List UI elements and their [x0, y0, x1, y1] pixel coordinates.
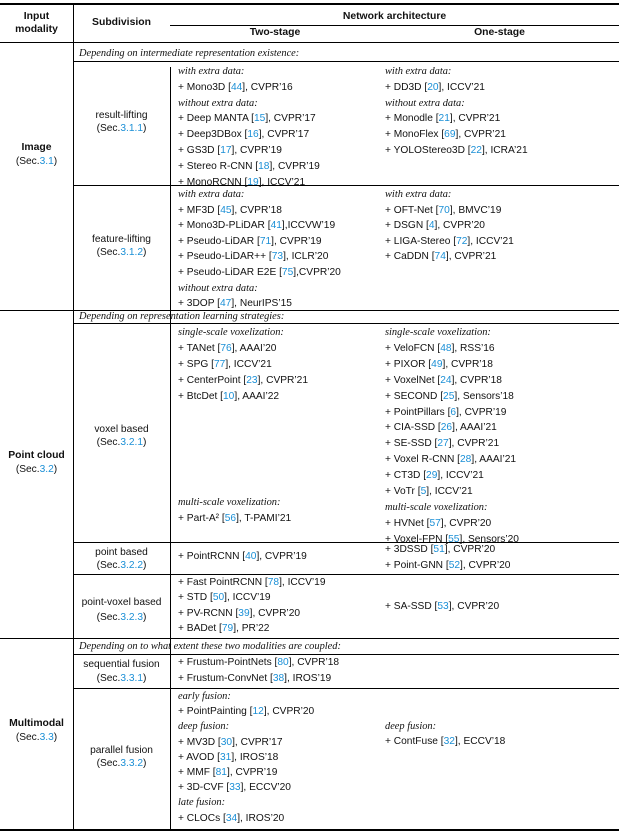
- citation-ref: 25: [443, 390, 455, 402]
- method-name: + PointPillars [: [385, 406, 451, 418]
- citation-ref: 80: [277, 657, 289, 668]
- citation-ref: 19: [247, 176, 259, 188]
- method-name: + CIA-SSD [: [385, 422, 441, 434]
- method-entry: [385, 454, 516, 466]
- group-heading: with extra data:: [385, 66, 452, 77]
- venue: ],ICCVW’19: [281, 220, 336, 232]
- method-name: + VeloFCN [: [385, 342, 441, 354]
- venue: ], ICLR’20: [283, 251, 329, 263]
- venue: ], CVPR’20: [440, 517, 492, 529]
- citation-ref: 71: [259, 235, 272, 247]
- method-entry: [385, 129, 506, 141]
- image-modality-label: Image: [21, 142, 52, 153]
- method-name: + CaDDN [: [385, 251, 435, 263]
- method-name: + Pseudo-LiDAR E2E [: [178, 267, 282, 278]
- method-name: + MF3D [: [178, 204, 221, 216]
- method-name: + SPG [: [178, 358, 214, 370]
- sequential-fusion-sec: (Sec.3.3.1): [96, 673, 147, 684]
- venue: ], CVPR’21: [455, 129, 506, 141]
- bottom-rule: [0, 829, 619, 831]
- pc-point-end-rule: [73, 574, 619, 575]
- method-name: + 3D-CVF [: [178, 782, 230, 794]
- venue: ], IROS’18: [231, 751, 279, 763]
- method-name: + MonoFlex [: [385, 129, 445, 141]
- group-heading: multi-scale voxelization:: [385, 501, 488, 513]
- method-entry: [178, 251, 328, 263]
- method-entry: [178, 706, 314, 718]
- venue: ], ICCV’21: [225, 358, 272, 370]
- method-name: + Pseudo-LiDAR [: [178, 235, 260, 247]
- citation-ref: 72: [456, 235, 468, 247]
- venue: ], ICCV’19: [224, 592, 271, 604]
- venue: ], RSS’16: [451, 342, 495, 354]
- multimodal-modality-sec: (Sec.3.3): [15, 732, 58, 743]
- venue: ], CVPR’20: [249, 607, 301, 619]
- method-name: + Part-A² [: [178, 512, 225, 524]
- citation-ref: 20: [427, 81, 439, 93]
- method-name: + PointPainting [: [178, 706, 253, 718]
- method-entry: [178, 359, 272, 371]
- group-heading: deep fusion:: [178, 721, 230, 733]
- header-input-line1: Input: [23, 11, 50, 22]
- citation-ref: 41: [270, 220, 282, 232]
- venue: ], ICCV’21: [258, 176, 306, 188]
- citation-ref: 26: [440, 422, 453, 434]
- citation-ref: 15: [253, 113, 266, 125]
- image-note: Depending on intermediate representation existence:: [79, 48, 300, 59]
- venue: ], Sensors’18: [454, 390, 514, 402]
- citation-ref: 4: [428, 220, 435, 232]
- method-entry: [385, 736, 505, 748]
- pc-note-rule: [73, 323, 619, 324]
- method-entry: [385, 82, 485, 94]
- method-name: + Frustum-ConvNet [: [178, 672, 273, 684]
- method-name: + 3DSSD [: [385, 544, 434, 555]
- venue: ], ECCV’18: [454, 736, 506, 748]
- method-entry: [178, 343, 276, 355]
- citation-ref: 34: [225, 812, 238, 824]
- citation-ref: 78: [267, 577, 280, 588]
- method-entry: [385, 518, 491, 530]
- method-name: + Deep3DBox [: [178, 129, 248, 141]
- voxel-based-sec: (Sec.3.2.1): [96, 437, 147, 448]
- venue: ], ICCV’21: [438, 81, 485, 93]
- method-entry: [385, 113, 500, 125]
- header-one-stage: One-stage: [474, 27, 525, 38]
- pointcloud-note: Depending on representation learning strategies:: [79, 311, 285, 322]
- citation-ref: 73: [271, 251, 284, 263]
- citation-ref: 31: [220, 751, 232, 763]
- result-lifting-label: result-lifting: [95, 110, 148, 121]
- method-entry: [385, 601, 499, 613]
- citation-ref: 24: [440, 374, 452, 386]
- method-name: + Point-GNN [: [385, 559, 449, 571]
- citation-ref: 28: [460, 454, 472, 466]
- method-name: + Voxel-FPN [: [385, 533, 449, 545]
- method-entry: [385, 391, 514, 403]
- method-name: + SA-SSD [: [385, 601, 438, 612]
- citation-ref: 57: [429, 517, 441, 529]
- method-entry: [178, 145, 282, 157]
- method-entry: [178, 513, 291, 525]
- method-entry: [385, 236, 514, 248]
- method-name: + BADet [: [178, 622, 222, 634]
- method-name: + CT3D [: [385, 470, 427, 482]
- method-name: + SECOND [: [385, 390, 444, 402]
- venue: ],CVPR’20: [293, 267, 341, 278]
- group-heading: multi-scale voxelization:: [178, 497, 281, 508]
- pc-voxel-end-rule: [73, 542, 619, 543]
- venue: ], CVPR’20: [460, 559, 511, 571]
- venue: ], PR’22: [233, 622, 270, 634]
- group-heading: deep fusion:: [385, 721, 437, 732]
- method-name: + MV3D [: [178, 736, 221, 748]
- point-based-sec: (Sec.3.2.2): [96, 560, 147, 571]
- method-name: + BtcDet [: [178, 390, 224, 402]
- citation-ref: 74: [434, 251, 446, 263]
- citation-ref: 53: [437, 601, 449, 612]
- method-entry: [385, 422, 497, 434]
- method-entry: [385, 145, 528, 157]
- method-entry: [178, 236, 322, 248]
- method-name: + Deep MANTA [: [178, 113, 254, 125]
- citation-ref: 77: [213, 358, 226, 370]
- method-name: + Voxel R-CNN [: [385, 454, 461, 466]
- venue: ], CVPR’19: [456, 406, 507, 418]
- method-name: + HVNet [: [385, 517, 430, 529]
- method-name: + VoxelNet [: [385, 374, 441, 386]
- method-entry: [385, 205, 501, 217]
- method-name: + VoTr [: [385, 486, 421, 497]
- venue: ], CVPR’19: [226, 767, 278, 778]
- venue: ], CVPR’18: [288, 657, 340, 668]
- method-name: + 3DOP [: [178, 298, 220, 310]
- method-name: + PointRCNN [: [178, 551, 246, 562]
- sequential-fusion-label: sequential fusion: [83, 659, 160, 670]
- citation-ref: 56: [224, 512, 237, 524]
- method-name: + SE-SSD [: [385, 438, 438, 450]
- method-name: + Fast PointRCNN [: [178, 577, 268, 588]
- citation-ref: 52: [448, 559, 461, 571]
- citation-ref: 70: [438, 204, 450, 216]
- point-based-label: point based: [95, 547, 148, 558]
- method-entry: [178, 813, 284, 825]
- method-name: + AVOD [: [178, 751, 220, 763]
- venue: ], CVPR’20: [434, 220, 485, 232]
- method-name: + CLOCs [: [178, 812, 226, 824]
- feature-lifting-label: feature-lifting: [92, 234, 151, 245]
- method-name: + Monodle [: [385, 113, 439, 125]
- method-entry: [178, 177, 305, 189]
- image-mid-rule: [73, 185, 619, 186]
- network-arch-subrule: [170, 25, 619, 26]
- venue: ], AAAI’20: [231, 342, 277, 354]
- method-entry: [385, 407, 506, 419]
- venue: ], CVPR’18: [231, 204, 282, 216]
- pointcloud-modality-sec: (Sec.3.2): [15, 464, 58, 475]
- venue: ], AAAI’21: [471, 454, 517, 466]
- method-entry: [178, 375, 308, 387]
- method-name: + LIGA-Stereo [: [385, 235, 457, 247]
- citation-ref: 23: [246, 374, 258, 386]
- method-name: + OFT-Net [: [385, 204, 439, 216]
- mm-seq-end-rule: [73, 688, 619, 689]
- multimodal-modality-label: Multimodal: [9, 718, 64, 729]
- citation-ref: 51: [433, 544, 445, 555]
- venue: ], CVPR’19: [269, 160, 320, 172]
- citation-ref: 75: [281, 267, 294, 278]
- venue: ], CVPR’19: [256, 551, 307, 562]
- method-name: + Mono3D [: [178, 81, 231, 93]
- method-name: + DD3D [: [385, 81, 428, 93]
- venue: ], Sensors’20: [459, 533, 519, 545]
- group-heading: with extra data:: [385, 189, 452, 200]
- method-entry: [178, 657, 339, 669]
- method-entry: [178, 782, 291, 794]
- group-heading: with extra data:: [178, 66, 245, 77]
- method-entry: [178, 391, 279, 403]
- venue: ], CVPR’16: [242, 81, 293, 93]
- method-entry: [178, 220, 335, 232]
- citation-ref: 22: [470, 145, 482, 156]
- method-name: + DSGN [: [385, 220, 429, 232]
- venue: ], ECCV’20: [240, 782, 291, 794]
- image-note-rule: [73, 61, 619, 62]
- feature-lifting-sec: (Sec.3.1.2): [96, 247, 147, 258]
- method-entry: [385, 438, 499, 450]
- pointcloud-modality-label: Point cloud: [8, 450, 65, 461]
- citation-ref: 27: [437, 438, 449, 450]
- venue: ], ICRA’21: [481, 145, 528, 156]
- method-entry: [178, 551, 307, 563]
- method-name: + MMF [: [178, 767, 216, 778]
- point-voxel-based-sec: (Sec.3.2.3): [96, 612, 147, 623]
- method-entry: [178, 737, 282, 749]
- point-voxel-based-label: point-voxel based: [81, 597, 162, 608]
- group-heading: without extra data:: [178, 282, 258, 294]
- method-entry: [178, 592, 271, 604]
- citation-ref: 79: [221, 622, 234, 634]
- group-heading: without extra data:: [385, 97, 465, 109]
- method-entry: [385, 343, 495, 355]
- venue: ], CVPR’21: [448, 438, 500, 450]
- citation-ref: 6: [450, 406, 457, 418]
- parallel-fusion-label: parallel fusion: [90, 745, 153, 756]
- method-entry: [178, 205, 282, 217]
- header-network-architecture: Network architecture: [342, 11, 447, 22]
- venue: ], CVPR’20: [448, 601, 500, 612]
- venue: ], CVPR’19: [231, 145, 282, 156]
- venue: ], T-PAMI’21: [236, 512, 292, 524]
- method-name: + Frustum-PointNets [: [178, 657, 278, 668]
- venue: ], CVPR’18: [442, 358, 493, 370]
- citation-ref: 5: [420, 486, 427, 497]
- venue: ], CVPR’21: [449, 113, 501, 125]
- pc-end-rule: [0, 638, 619, 639]
- multimodal-note: Depending on to what extent these two modalities are coupled:: [79, 641, 341, 652]
- citation-ref: 30: [220, 736, 233, 748]
- citation-ref: 16: [247, 129, 259, 141]
- top-rule: [0, 3, 619, 5]
- citation-ref: 10: [223, 390, 235, 402]
- method-entry: [178, 767, 277, 779]
- venue: ], CVPR’18: [451, 374, 502, 386]
- method-entry: [178, 623, 269, 635]
- venue: ], CVPR’21: [257, 374, 308, 386]
- method-entry: [385, 560, 510, 572]
- venue: ], IROS’19: [284, 672, 332, 684]
- method-name: + YOLOStereo3D [: [385, 145, 471, 156]
- method-entry: [178, 161, 320, 173]
- group-heading: late fusion:: [178, 797, 226, 809]
- citation-ref: 17: [220, 145, 232, 156]
- method-entry: [178, 673, 331, 685]
- col-divider-2: [170, 67, 171, 829]
- venue: ], CVPR’17: [232, 736, 283, 748]
- citation-ref: 55: [448, 533, 460, 545]
- method-entry: [385, 251, 496, 263]
- method-entry: [178, 82, 293, 94]
- method-entry: [385, 486, 473, 498]
- venue: ], ICCV’21: [467, 235, 514, 247]
- method-entry: [385, 470, 484, 482]
- venue: ], CVPR’17: [265, 113, 316, 125]
- citation-ref: 32: [443, 736, 455, 748]
- method-name: + MonoRCNN [: [178, 176, 248, 188]
- citation-ref: 39: [238, 607, 250, 619]
- venue: ], CVPR’20: [444, 544, 496, 555]
- venue: ], ICCV’19: [279, 577, 326, 588]
- venue: ], ICCV’21: [426, 486, 473, 497]
- citation-ref: 33: [229, 782, 241, 794]
- group-heading: single-scale voxelization:: [178, 327, 284, 338]
- group-heading: single-scale voxelization:: [385, 327, 491, 338]
- method-name: + Stereo R-CNN [: [178, 160, 259, 172]
- citation-ref: 21: [438, 113, 450, 125]
- venue: ], CVPR’20: [263, 706, 315, 718]
- method-entry: [178, 577, 326, 589]
- method-entry: [178, 752, 278, 764]
- method-name: + CenterPoint [: [178, 374, 247, 386]
- citation-ref: 76: [220, 342, 232, 354]
- citation-ref: 81: [215, 767, 227, 778]
- header-rule: [0, 42, 619, 43]
- group-heading: early fusion:: [178, 691, 231, 702]
- citation-ref: 38: [272, 672, 285, 684]
- method-entry: [178, 113, 316, 125]
- method-name: + GS3D [: [178, 145, 221, 156]
- method-name: + STD [: [178, 592, 213, 604]
- method-name: + Pseudo-LiDAR++ [: [178, 251, 272, 263]
- header-two-stage: Two-stage: [249, 27, 301, 38]
- venue: ], CVPR’17: [258, 129, 310, 141]
- header-subdivision: Subdivision: [92, 17, 151, 28]
- method-entry: [385, 544, 495, 556]
- venue: ], AAAI’21: [452, 422, 497, 434]
- citation-ref: 40: [245, 551, 257, 562]
- result-lifting-sec: (Sec.3.1.1): [96, 123, 147, 134]
- group-heading: without extra data:: [178, 97, 258, 109]
- voxel-based-label: voxel based: [94, 424, 149, 435]
- method-entry: [385, 375, 502, 387]
- method-name: + ContFuse [: [385, 736, 444, 748]
- mm-note-rule: [73, 654, 619, 655]
- method-name: + PIXOR [: [385, 358, 432, 370]
- image-modality-sec: (Sec.3.1): [15, 156, 58, 167]
- method-entry: [385, 359, 493, 371]
- citation-ref: 18: [258, 160, 270, 172]
- method-entry: [178, 267, 341, 279]
- group-heading: with extra data:: [178, 189, 245, 200]
- method-name: + TANet [: [178, 342, 221, 354]
- citation-ref: 45: [220, 204, 232, 216]
- citation-ref: 69: [444, 129, 456, 141]
- venue: ], CVPR’21: [445, 251, 497, 263]
- method-name: + PV-RCNN [: [178, 607, 239, 619]
- venue: ], CVPR’19: [271, 235, 322, 247]
- venue: ], NeurIPS’15: [231, 298, 292, 310]
- venue: ], IROS’20: [237, 812, 285, 824]
- method-entry: [178, 608, 300, 620]
- parallel-fusion-sec: (Sec.3.3.2): [96, 758, 147, 769]
- citation-ref: 29: [426, 470, 438, 482]
- venue: ], ICCV’21: [437, 470, 484, 482]
- method-entry: [178, 129, 309, 141]
- citation-ref: 44: [230, 81, 243, 93]
- citation-ref: 12: [252, 706, 264, 718]
- venue: ], AAAI’22: [234, 390, 280, 402]
- citation-ref: 47: [220, 298, 232, 310]
- citation-ref: 50: [212, 592, 225, 604]
- method-entry: [385, 220, 485, 232]
- venue: ], BMVC’19: [449, 204, 502, 216]
- citation-ref: 48: [440, 342, 452, 354]
- citation-ref: 49: [431, 358, 443, 370]
- method-entry: [178, 298, 292, 310]
- method-name: + Mono3D-PLiDAR [: [178, 220, 271, 232]
- header-input-line2: modality: [15, 24, 58, 35]
